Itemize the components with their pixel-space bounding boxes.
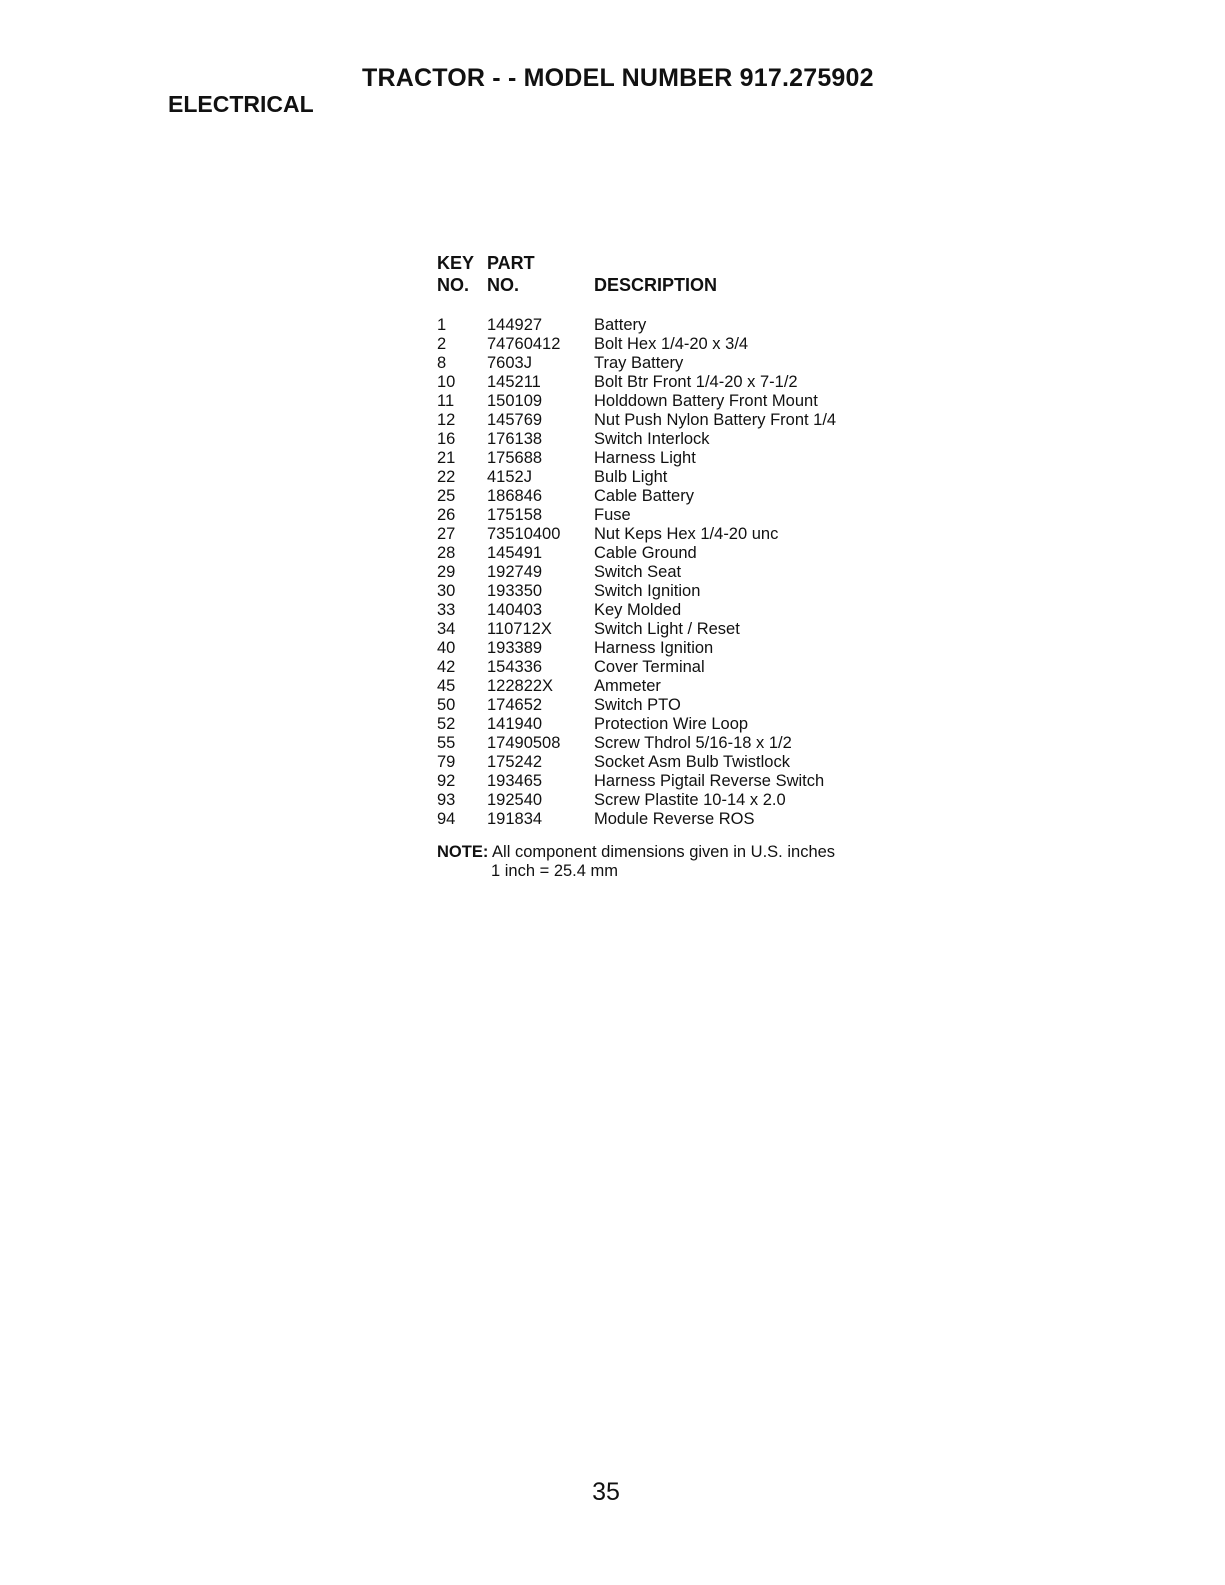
key-no: 21	[437, 449, 456, 467]
part-description: Switch Interlock	[594, 430, 710, 448]
part-no: 191834	[487, 810, 543, 828]
part-no: 174652	[487, 696, 543, 714]
key-no: 50	[437, 696, 456, 714]
part-no: 150109	[487, 392, 543, 410]
page-title: TRACTOR - - MODEL NUMBER 917.275902	[362, 64, 874, 92]
part-description: Switch Ignition	[594, 582, 701, 600]
part-description: Cable Battery	[594, 487, 694, 505]
part-no: 193350	[487, 582, 543, 600]
part-description: Module Reverse ROS	[594, 810, 755, 828]
part-no: 145769	[487, 411, 543, 429]
page-number: 35	[592, 1478, 620, 1506]
part-no: 145211	[487, 373, 541, 391]
part-no: 74760412	[487, 335, 561, 353]
section-title: ELECTRICAL	[168, 91, 314, 117]
part-description: Harness Light	[594, 449, 696, 467]
part-description: Holddown Battery Front Mount	[594, 392, 818, 410]
part-no: 4152J	[487, 468, 532, 486]
key-no: 52	[437, 715, 456, 733]
part-no: 17490508	[487, 734, 561, 752]
key-no: 26	[437, 506, 456, 524]
key-no: 11	[437, 392, 455, 410]
part-description: Ammeter	[594, 677, 661, 695]
part-description: Cable Ground	[594, 544, 697, 562]
key-no: 10	[437, 373, 456, 391]
key-no: 79	[437, 753, 456, 771]
part-description: Harness Ignition	[594, 639, 714, 657]
part-no-header	[487, 252, 535, 296]
key-no: 40	[437, 639, 456, 657]
part-description: Tray Battery	[594, 354, 684, 372]
part-no: 154336	[487, 658, 543, 676]
part-description: Cover Terminal	[594, 658, 705, 676]
key-no: 28	[437, 544, 456, 562]
part-no: 193465	[487, 772, 543, 790]
part-no: 140403	[487, 601, 543, 619]
key-no: 55	[437, 734, 456, 752]
note	[437, 843, 835, 862]
part-header-line2: NO.	[487, 275, 520, 295]
key-no: 12	[437, 411, 456, 429]
part-header-line1: PART	[487, 253, 535, 273]
part-description: Bolt Hex 1/4-20 x 3/4	[594, 335, 749, 353]
part-no: 175242	[487, 753, 543, 771]
part-no: 122822X	[487, 677, 554, 695]
part-no: 176138	[487, 430, 543, 448]
key-no: 34	[437, 620, 456, 638]
part-description: Nut Keps Hex 1/4-20 unc	[594, 525, 779, 543]
key-no: 93	[437, 791, 456, 809]
key-header-line2: NO.	[437, 275, 470, 295]
key-no: 30	[437, 582, 456, 600]
part-no: 144927	[487, 316, 543, 334]
key-no-header	[437, 252, 474, 296]
part-description: Switch Light / Reset	[594, 620, 740, 638]
part-description: Key Molded	[594, 601, 682, 619]
key-no: 27	[437, 525, 456, 543]
part-description: Bulb Light	[594, 468, 668, 486]
key-no: 8	[437, 354, 447, 372]
key-no: 92	[437, 772, 456, 790]
key-no: 25	[437, 487, 456, 505]
key-no: 16	[437, 430, 456, 448]
part-no: 175158	[487, 506, 543, 524]
part-description: Nut Push Nylon Battery Front 1/4	[594, 411, 837, 429]
key-no: 45	[437, 677, 456, 695]
key-header-line1: KEY	[437, 253, 475, 273]
description-header: DESCRIPTION	[594, 275, 718, 295]
key-no: 2	[437, 335, 447, 353]
part-no: 7603J	[487, 354, 532, 372]
part-no: 175688	[487, 449, 543, 467]
part-description: Harness Pigtail Reverse Switch	[594, 772, 825, 790]
key-no: 42	[437, 658, 456, 676]
part-no: 192749	[487, 563, 543, 581]
part-description: Fuse	[594, 506, 631, 524]
part-description: Bolt Btr Front 1/4-20 x 7-1/2	[594, 373, 798, 391]
part-description: Screw Plastite 10-14 x 2.0	[594, 791, 786, 809]
key-no: 33	[437, 601, 456, 619]
part-no: 141940	[487, 715, 543, 733]
note-label: NOTE:	[437, 843, 489, 861]
part-no: 145491	[487, 544, 543, 562]
key-no: 94	[437, 810, 456, 828]
part-description: Switch Seat	[594, 563, 682, 581]
part-no: 192540	[487, 791, 543, 809]
part-no: 73510400	[487, 525, 561, 543]
key-no: 29	[437, 563, 456, 581]
part-description: Switch PTO	[594, 696, 681, 714]
part-no: 110712X	[487, 620, 552, 638]
part-description: Screw Thdrol 5/16-18 x 1/2	[594, 734, 792, 752]
part-description: Socket Asm Bulb Twistlock	[594, 753, 790, 771]
part-description: Battery	[594, 316, 647, 334]
part-description: Protection Wire Loop	[594, 715, 749, 733]
note-text: All component dimensions given in U.S. inches	[492, 843, 836, 861]
part-no: 186846	[487, 487, 543, 505]
key-no: 1	[437, 316, 447, 334]
part-no: 193389	[487, 639, 543, 657]
note-conversion: 1 inch = 25.4 mm	[491, 862, 619, 880]
key-no: 22	[437, 468, 456, 486]
